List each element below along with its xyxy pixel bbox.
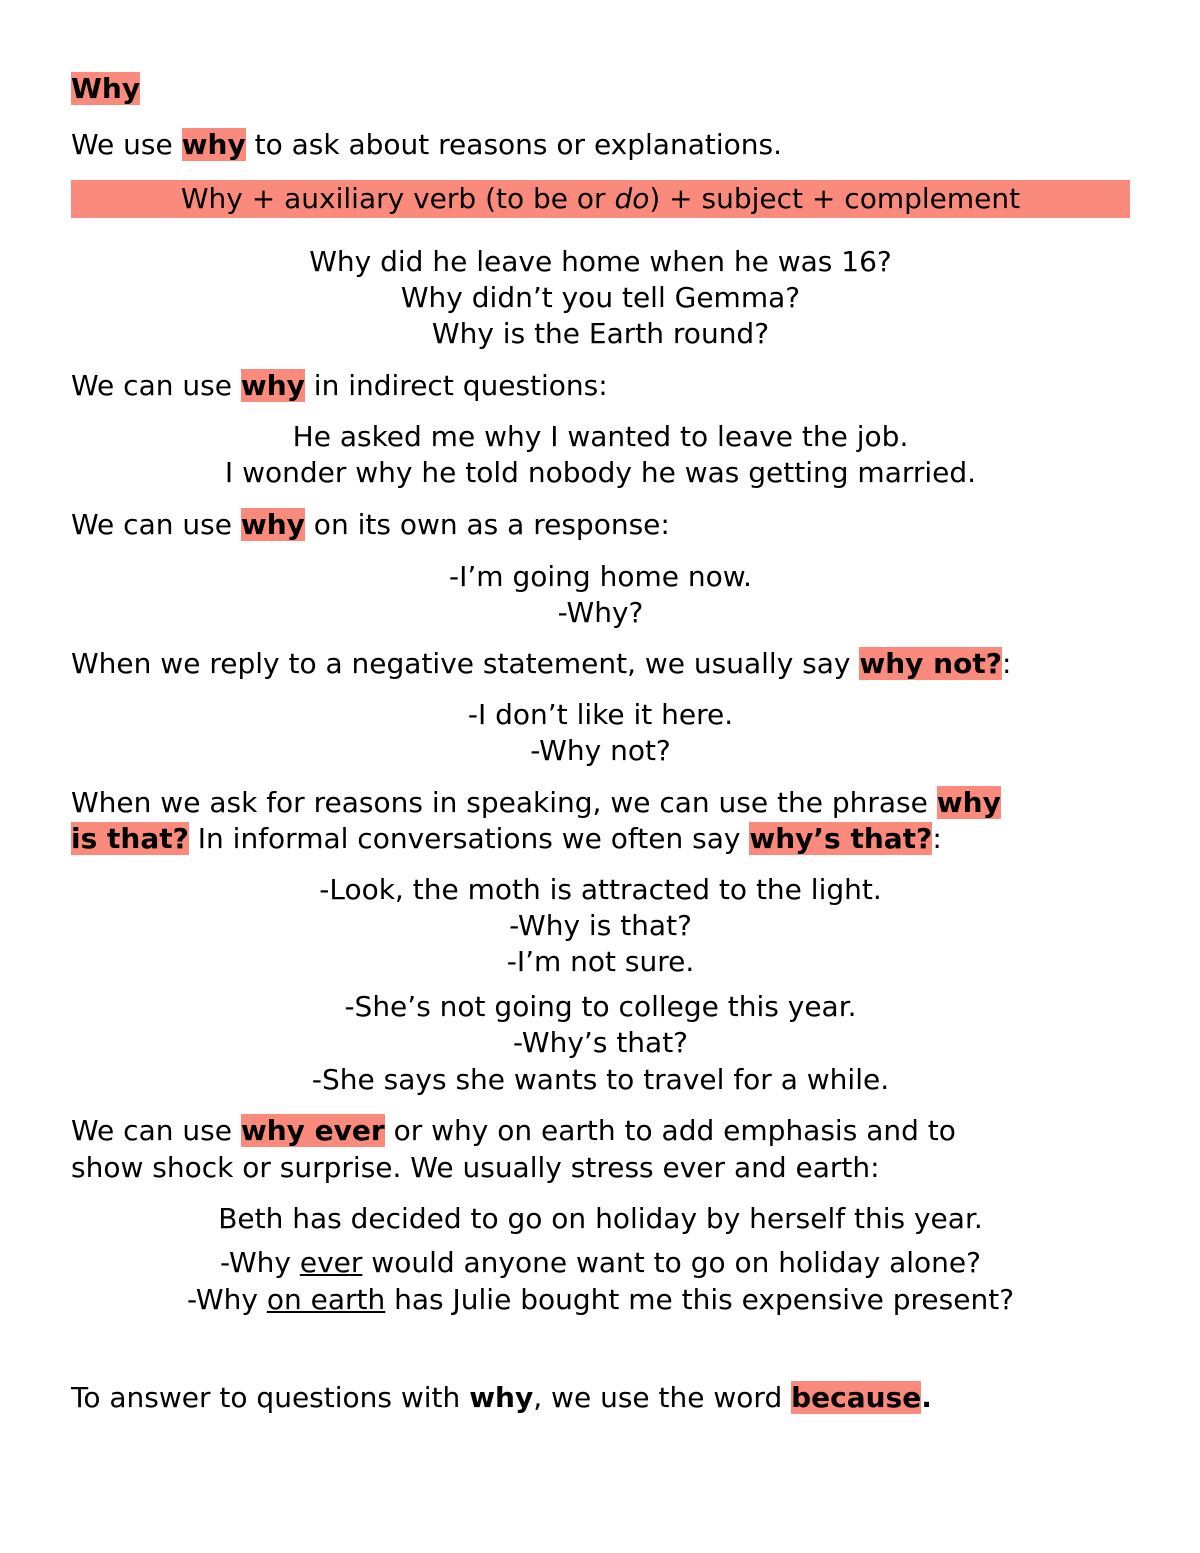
example-line: -Why is that?: [509, 909, 692, 942]
example-line: -Why on earth has Julie bought me this expensive present?: [186, 1283, 1015, 1316]
emphasis-line-2: show shock or surprise. We usually stress ever and earth:: [71, 1151, 880, 1184]
keyword-why: why: [240, 369, 305, 402]
example-line: Beth has decided to go on holiday by herself this year.: [218, 1202, 983, 1235]
example-line: He asked me why I wanted to leave the job.: [292, 420, 909, 453]
emphasis-line-1: We can use why ever or why on earth to add emphasis and to: [71, 1114, 956, 1147]
example-line: -She says she wants to travel for a while.: [311, 1063, 890, 1096]
example-line: -Why?: [557, 596, 644, 629]
intro-line: We use why to ask about reasons or explanations.: [71, 128, 782, 161]
example-line: -Why’s that?: [512, 1026, 689, 1059]
example-line: -Look, the moth is attracted to the light.: [319, 873, 882, 906]
formula-box: Why + auxiliary verb (to be or do) + subject + complement: [71, 180, 1130, 218]
example-line: Why is the Earth round?: [431, 317, 770, 350]
example-line: -I don’t like it here.: [467, 698, 734, 731]
keyword-why: why: [469, 1381, 534, 1414]
keyword-why: why: [240, 508, 305, 541]
example-line: -Why not?: [530, 734, 671, 767]
example-line: -Why ever would anyone want to go on holiday alone?: [219, 1246, 982, 1279]
response-line: We can use why on its own as a response:: [71, 508, 670, 541]
example-line: -She’s not going to college this year.: [344, 990, 857, 1023]
page-title: Why: [71, 72, 141, 105]
keyword-why-is-that: is that?: [71, 822, 189, 855]
example-line: I wonder why he told nobody he was getting married.: [224, 456, 977, 489]
speaking-line-1: When we ask for reasons in speaking, we can use the phrase why: [71, 786, 1001, 819]
keyword-why: why: [181, 128, 246, 161]
answer-line: To answer to questions with why, we use the word because.: [71, 1381, 932, 1414]
keyword-whys-that: why’s that?: [749, 822, 933, 855]
keyword-why-is-that: why: [936, 786, 1001, 819]
example-line: Why did he leave home when he was 16?: [309, 245, 892, 278]
keyword-why-not: why not?: [859, 647, 1002, 680]
example-line: -I’m not sure.: [506, 945, 695, 978]
example-line: -I’m going home now.: [449, 560, 752, 593]
negative-line: When we reply to a negative statement, we usually say why not?:: [71, 647, 1012, 680]
keyword-because: because: [791, 1381, 922, 1414]
keyword-why-ever: why ever: [240, 1114, 385, 1147]
indirect-line: We can use why in indirect questions:: [71, 369, 608, 402]
speaking-line-2: is that? In informal conversations we often say why’s that?:: [71, 822, 942, 855]
example-line: Why didn’t you tell Gemma?: [400, 281, 801, 314]
